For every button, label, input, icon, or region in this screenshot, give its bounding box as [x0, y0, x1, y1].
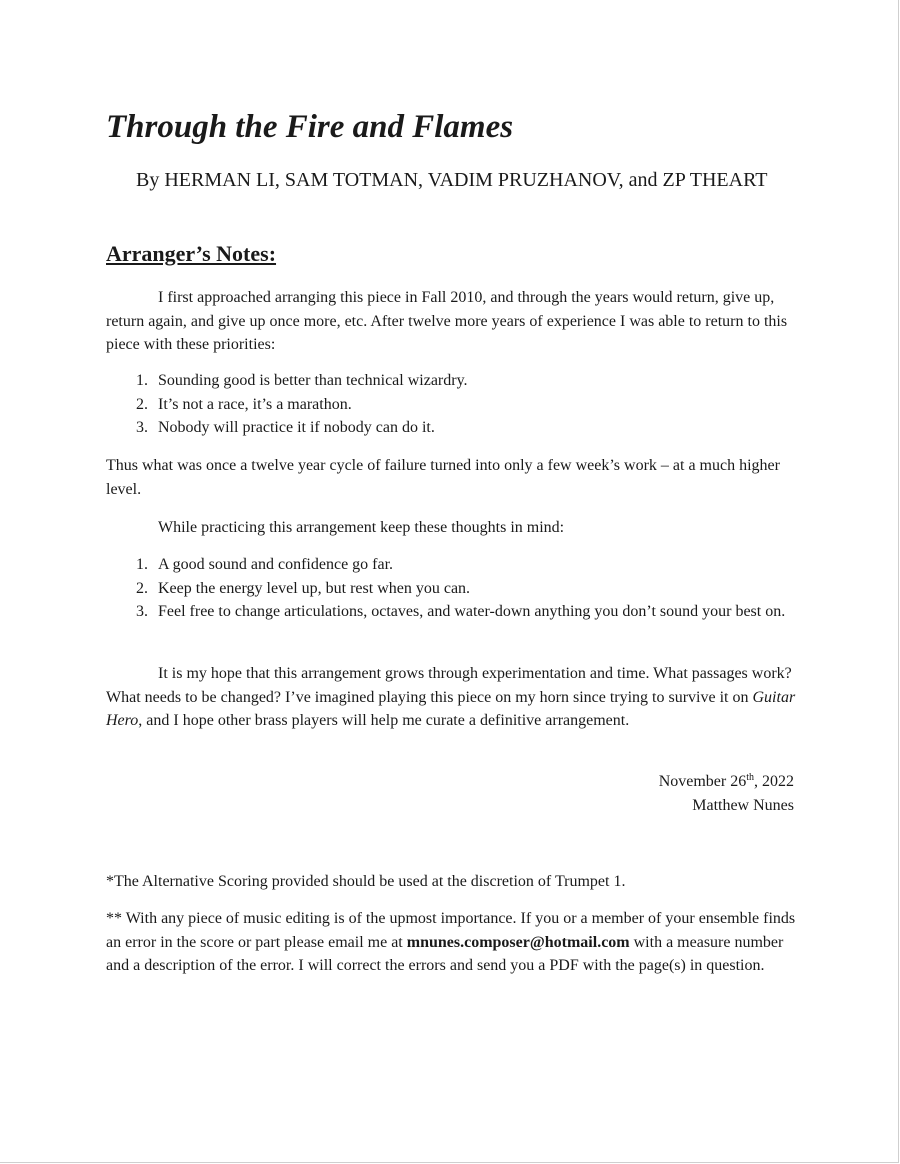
hope-text-part1: It is my hope that this arrangement grows through experimentation and time. What passages work? What needs to be changed? I’ve imagined playing this piece on my horn since trying to survive it on — [106, 665, 792, 706]
thoughts-list — [106, 553, 796, 624]
list-item-text: Keep the energy level up, but rest when you can. — [158, 579, 471, 597]
list-number: 3. — [136, 603, 148, 620]
practice-intro-paragraph: While practicing this arrangement keep these thoughts in mind: — [158, 519, 565, 536]
footnote-errors-part2: with a measure number and a description of the error. I will correct the errors and send you a PDF with the page(s) in question. — [106, 933, 784, 974]
list-item — [106, 600, 796, 624]
composer-byline: By HERMAN LI, SAM TOTMAN, VADIM PRUZHANOV, and ZP THEART — [136, 169, 768, 191]
piece-title: Through the Fire and Flames — [106, 109, 514, 145]
contact-email: mnunes.composer@hotmail.com — [406, 933, 630, 951]
arrangers-notes-heading: Arranger’s Notes: — [106, 241, 277, 266]
list-item — [106, 416, 796, 440]
list-item-text: It’s not a race, it’s a marathon. — [158, 395, 352, 413]
list-number: 3. — [136, 419, 148, 436]
hope-text-part2: , and I hope other brass players will help me curate a definitive arrangement. — [138, 712, 630, 729]
list-item-text: Sounding good is better than technical wizardry. — [158, 372, 468, 389]
list-item — [106, 553, 796, 577]
list-item-text: A good sound and confidence go far. — [158, 556, 394, 573]
priorities-list — [106, 369, 796, 440]
result-paragraph: Thus what was once a twelve year cycle of failure turned into only a few week’s work – at a much higher level. — [106, 457, 780, 498]
intro-paragraph: I first approached arranging this piece in Fall 2010, and through the years would return, give up, return again, and give up once more, etc. After twelve more years of experience I was able to return to this piece with these priorities: — [106, 289, 788, 353]
list-item — [106, 577, 796, 601]
date-year: , 2022 — [754, 773, 794, 790]
signature-date — [659, 770, 794, 794]
footnote-alternative-scoring: *The Alternative Scoring provided should be used at the discretion of Trumpet 1. — [106, 873, 626, 890]
list-item-text: Nobody will practice it if nobody can do it. — [158, 419, 435, 436]
date-ordinal-suffix: th — [746, 772, 754, 783]
list-number: 1. — [136, 556, 148, 573]
date-month-day: November 26 — [658, 773, 747, 790]
list-item — [106, 393, 796, 417]
list-number: 2. — [136, 395, 148, 413]
footnote-errors-part1: ** With any piece of music editing is of the upmost importance. If you or a member of your ensemble finds an error in the score or part please email me at — [106, 910, 796, 951]
signer-name: Matthew Nunes — [692, 797, 794, 814]
list-item-text: Feel free to change articulations, octaves, and water-down anything you don’t sound your best on. — [158, 603, 786, 620]
list-number: 1. — [136, 372, 148, 389]
hope-paragraph — [106, 662, 796, 733]
game-title: Guitar Hero — [106, 688, 796, 729]
list-item — [106, 369, 796, 393]
list-number: 2. — [136, 579, 148, 597]
footnote-errors — [106, 907, 796, 978]
